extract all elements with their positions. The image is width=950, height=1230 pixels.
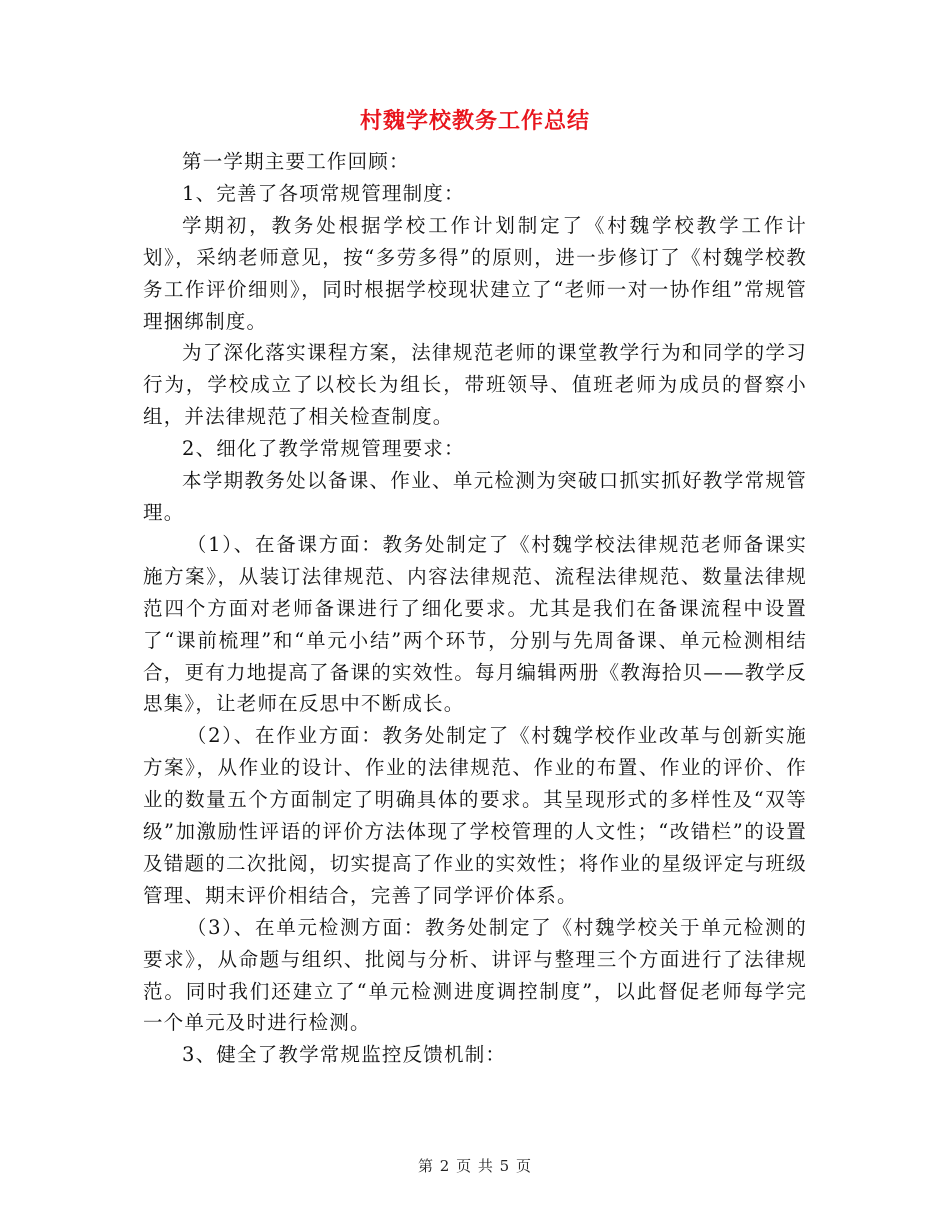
body-paragraph: 学期初，教务处根据学校工作计划制定了《村魏学校教学工作计划》，采纳老师意见，按“多劳多得”的原则，进一步修订了《村魏学校教务工作评价细则》，同时根据学校现状建立了“老师一对一协作组”常规管理捆绑制度。 (143, 213, 807, 333)
body-paragraph: 第一学期主要工作回顾： (182, 150, 410, 173)
body-paragraph: （3）、在单元检测方面：教务处制定了《村魏学校关于单元检测的要求》，从命题与组织、批阅与分析、讲评与整理三个方面进行了法律规范。同时我们还建立了“单元检测进度调控制度”，以此督促老师每学完一个单元及时进行检测。 (143, 915, 807, 1035)
body-paragraph: 3、健全了教学常规监控反馈机制： (182, 1043, 507, 1067)
document-title: 村魏学校教务工作总结 (359, 108, 590, 134)
body-paragraph: 为了深化落实课程方案，法律规范老师的课堂教学行为和同学的学习行为，学校成立了以校长为组长，带班领导、值班老师为成员的督察小组，并法律规范了相关检查制度。 (143, 341, 807, 429)
page-number-footer: 第 2 页 共 5 页 (418, 1157, 532, 1175)
body-paragraph: 1、完善了各项常规管理制度： (182, 181, 465, 205)
body-paragraph: 2、细化了教学常规管理要求： (182, 437, 465, 461)
body-paragraph: （1）、在备课方面：教务处制定了《村魏学校法律规范老师备课实施方案》，从装订法律规范、内容法律规范、流程法律规范、数量法律规范四个方面对老师备课进行了细化要求。尤其是我们在备课流程中设置了“课前梳理”和“单元小结”两个环节，分别与先周备课、单元检测相结合，更有力地提高了备课的实效性。每月编辑两册《教海拾贝——教学反思集》，让老师在反思中不断成长。 (143, 532, 807, 716)
document-body (143, 146, 807, 1071)
body-paragraph: 本学期教务处以备课、作业、单元检测为突破口抓实抓好教学常规管理。 (143, 469, 807, 524)
body-paragraph: （2）、在作业方面：教务处制定了《村魏学校作业改革与创新实施方案》，从作业的设计、作业的法律规范、作业的布置、作业的评价、作业的数量五个方面制定了明确具体的要求。其呈现形式的多样性及“双等级”加激励性评语的评价方法体现了学校管理的人文性；“改错栏”的设置及错题的二次批阅，切实提高了作业的实效性；将作业的星级评定与班级管理、期末评价相结合，完善了同学评价体系。 (143, 724, 807, 907)
